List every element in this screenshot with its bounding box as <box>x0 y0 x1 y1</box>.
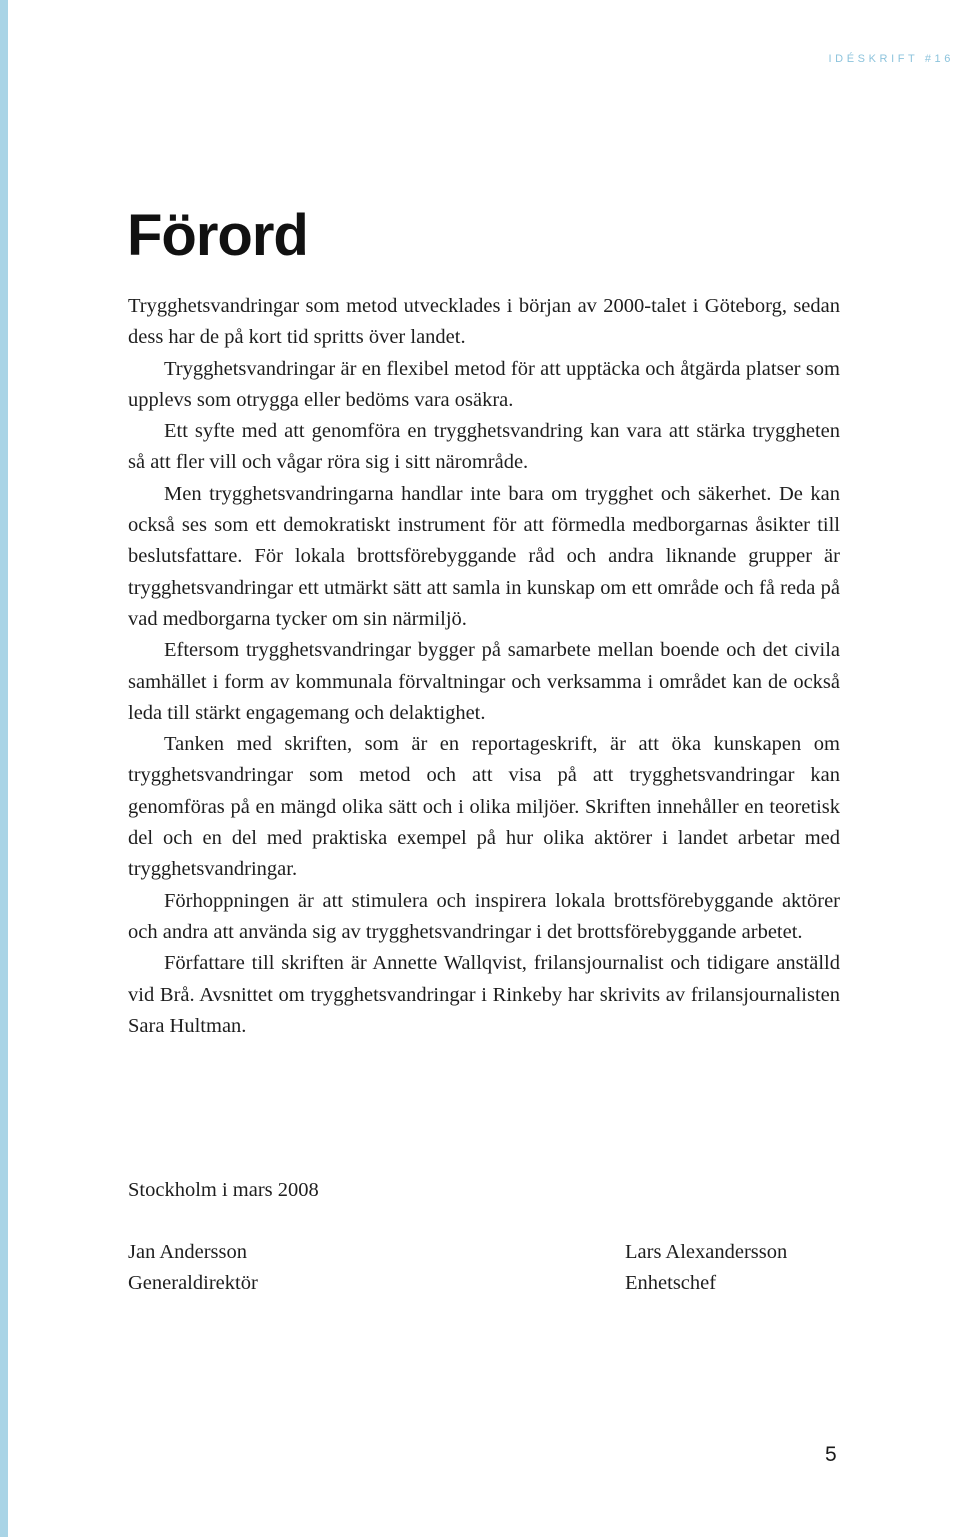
signature-left <box>128 1237 258 1300</box>
paragraph: Tanken med skriften, som är en reportageskrift, är att öka kunskapen om trygghetsvandringar som metod och att visa på att trygghetsvandringar kan genomföras på en mängd olika sätt och i olika miljöer. Skriften innehåller en teoretisk del och en del med praktiska exempel på hur olika aktörer i landet arbetar med trygghetsvandringar. <box>128 733 840 881</box>
signatory-title: Generaldirektör <box>128 1272 258 1295</box>
paragraph: Eftersom trygghetsvandringar bygger på samarbete mellan boende och det civila samhället i form av kommunala förvaltningar och verksamma i området kan de också leda till stärkt engagemang och delaktighet. <box>128 639 840 724</box>
paragraph: Ett syfte med att genomföra en trygghetsvandring kan vara att stärka tryggheten så att fler vill och vågar röra sig i sitt närområde. <box>128 420 840 474</box>
signature-right <box>625 1237 787 1300</box>
signatory-name: Jan Andersson <box>128 1241 248 1263</box>
body-text <box>128 291 840 1042</box>
paragraph: Förhoppningen är att stimulera och inspirera lokala brottsförebyggande aktörer och andra att använda sig av trygghetsvandringar i det brottsförebyggande arbetet. <box>128 889 840 943</box>
signatory-title: Enhetschef <box>625 1272 717 1295</box>
place-date: Stockholm i mars 2008 <box>128 1179 319 1201</box>
paragraph: Men trygghetsvandringarna handlar inte bara om trygghet och säkerhet. De kan också ses som ett demokratiskt instrument för att förmedla medborgarnas åsikter till beslutsfattare. För lokala brottsförebyggande råd och andra liknande grupper är trygghetsvandringar ett utmärkt sätt att samla in kunskap om ett område och få reda på vad medborgarna tycker om sin närmiljö. <box>128 482 840 630</box>
paragraph: Trygghetsvandringar är en flexibel metod för att upptäcka och åtgärda platser som upplevs som otrygga eller bedöms vara osäkra. <box>128 357 840 411</box>
page-title: Förord <box>127 203 308 268</box>
signatory-name: Lars Alexandersson <box>625 1241 788 1263</box>
paragraph: Trygghetsvandringar som metod utvecklades i början av 2000-talet i Göteborg, sedan dess har de på kort tid spritts över landet. <box>128 295 840 349</box>
left-margin-stripe <box>0 0 8 1537</box>
series-label: IDÉSKRIFT #16 <box>828 53 954 65</box>
paragraph: Författare till skriften är Annette Wallqvist, frilansjournalist och tidigare anställd vid Brå. Avsnittet om trygghetsvandringar i Rinkeby har skrivits av frilansjournalisten Sara Hultman. <box>128 952 840 1037</box>
page-number: 5 <box>825 1443 837 1466</box>
